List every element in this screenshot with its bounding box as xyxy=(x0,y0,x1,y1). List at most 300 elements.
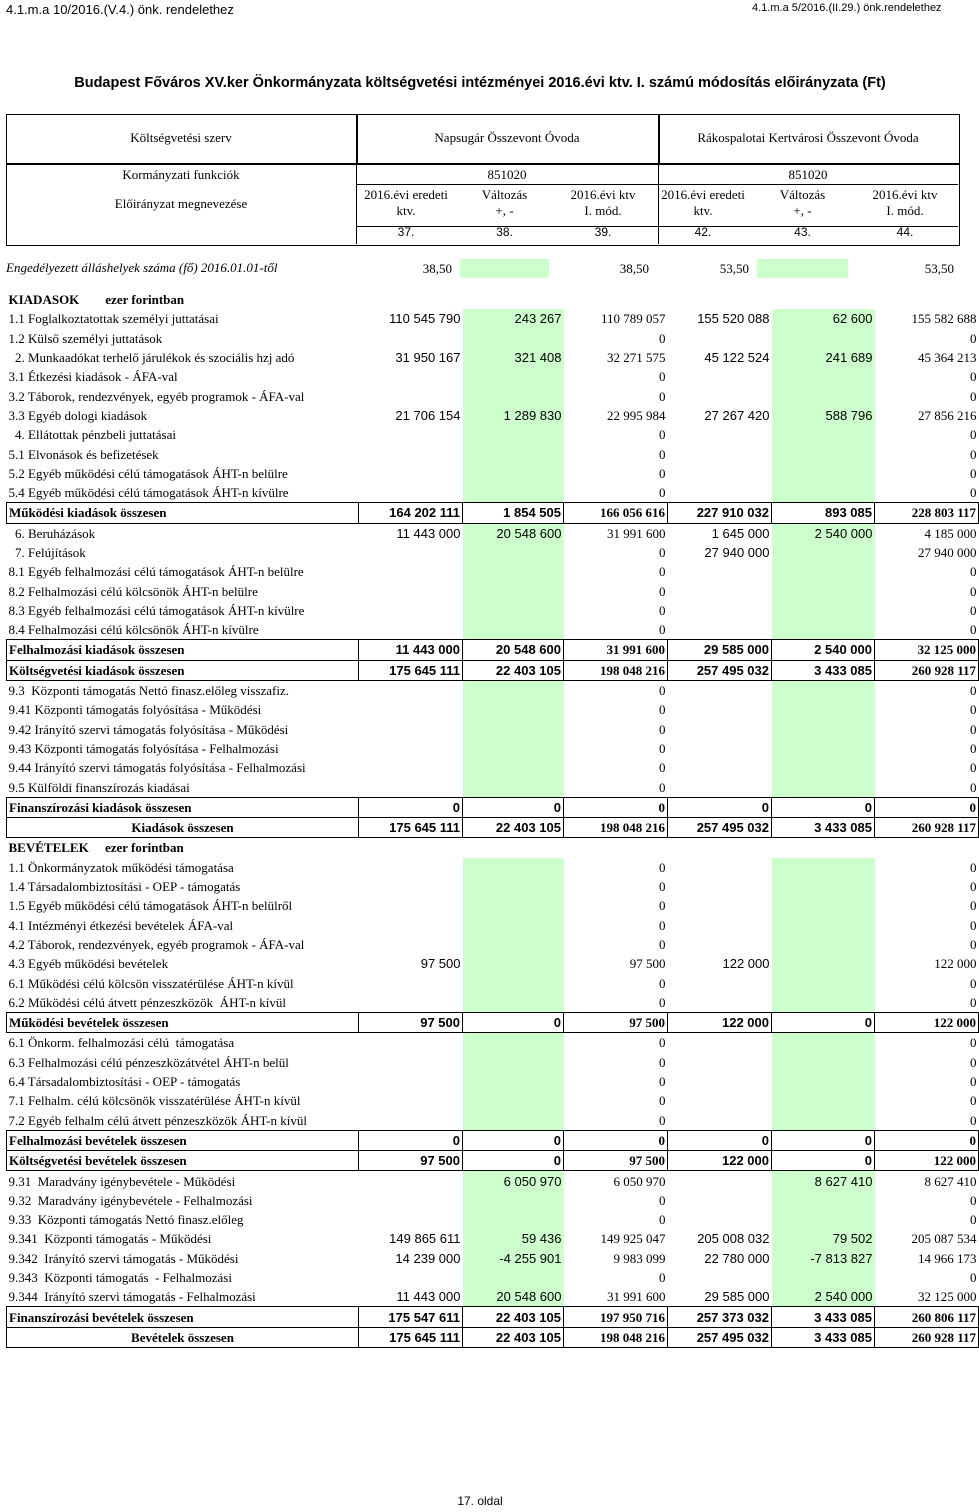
table-row xyxy=(7,1327,979,1347)
table-row xyxy=(7,562,979,581)
cell-col-3 xyxy=(564,838,668,858)
cell-col-2: 321 408 xyxy=(463,348,564,367)
cell-col-6: 0 xyxy=(970,583,977,599)
cell-col-5 xyxy=(772,367,875,386)
row-label: 9.41 Központi támogatás folyósítása - Működési xyxy=(8,702,262,718)
table-row xyxy=(7,1287,979,1307)
cell-col-2 xyxy=(463,562,564,581)
cell-col-2 xyxy=(463,1268,564,1287)
cell-col-3: 97 500 xyxy=(564,1151,668,1171)
cell-col-2 xyxy=(463,1091,564,1110)
cell-col-6: 0 xyxy=(970,427,977,443)
cell-col-1 xyxy=(359,1110,463,1130)
cell-col-4: 29 585 000 xyxy=(668,640,772,660)
table-row xyxy=(7,877,979,896)
column-number: 37. xyxy=(397,225,415,239)
cell-col-6: 8 627 410 xyxy=(924,1173,977,1189)
cell-col-4: 205 008 032 xyxy=(697,1231,770,1247)
cell-col-2 xyxy=(463,700,564,719)
cell-col-3: 0 xyxy=(659,545,666,560)
cell-col-4: 257 495 032 xyxy=(668,1327,772,1347)
table-row xyxy=(7,954,979,973)
cell-col-1: 21 706 154 xyxy=(395,407,461,423)
cell-col-4 xyxy=(668,1110,772,1130)
column-header-line2: I. mód. xyxy=(886,203,924,218)
cell-col-5 xyxy=(772,838,875,858)
cell-col-5 xyxy=(772,562,875,581)
cell-col-1: 97 500 xyxy=(359,1151,463,1171)
cell-col-3: 0 xyxy=(659,427,666,443)
table-row xyxy=(7,425,979,444)
cell-col-2: 22 403 105 xyxy=(463,660,564,680)
table-row xyxy=(7,444,979,463)
cell-col-5 xyxy=(772,1110,875,1130)
cell-col-6: 0 xyxy=(970,936,977,952)
cell-col-5 xyxy=(772,1053,875,1072)
header-right-reference: 4.1.m.a 5/2016.(II.29.) önk.rendelethez xyxy=(752,2,942,14)
cell-col-5: 0 xyxy=(772,1012,875,1032)
table-row xyxy=(7,1033,979,1053)
column-header-line1: Változás xyxy=(779,187,826,202)
cell-col-1 xyxy=(359,720,463,739)
cell-col-1 xyxy=(359,1053,463,1072)
table-row xyxy=(7,739,979,758)
cell-col-2 xyxy=(463,993,564,1013)
org2-name: Rákospalotai Kertvárosi Összevont Óvoda xyxy=(697,130,919,145)
cell-col-3: 0 xyxy=(659,1192,666,1208)
cell-col-4: 122 000 xyxy=(668,1151,772,1171)
cell-col-1 xyxy=(359,1072,463,1091)
cell-col-6: 0 xyxy=(970,369,977,385)
cell-col-6: 0 xyxy=(970,388,977,404)
cell-col-2 xyxy=(463,1210,564,1229)
column-header-line1: Változás xyxy=(481,187,528,202)
table-row xyxy=(7,1053,979,1072)
column-header-line1: 2016.évi ktv xyxy=(872,187,938,202)
row-label: 1.1 Foglalkoztatottak személyi juttatásai xyxy=(8,311,219,327)
row-label: 1.5 Egyéb működési célú támogatások ÁHT-n belülről xyxy=(8,898,293,914)
cell-col-5: 588 796 xyxy=(772,406,875,425)
table-row xyxy=(7,1249,979,1268)
cell-col-2: 0 xyxy=(463,1130,564,1150)
table-row xyxy=(7,1268,979,1287)
cell-col-5: 79 502 xyxy=(772,1229,875,1248)
cell-col-2: 20 548 600 xyxy=(463,1287,564,1307)
cell-col-4: 1 645 000 xyxy=(711,525,770,541)
row-label: 9.31 Maradvány igénybevétele - Működési xyxy=(8,1173,236,1189)
cell-col-4 xyxy=(668,601,772,620)
cell-col-1 xyxy=(359,601,463,620)
row-label: Kiadások összesen xyxy=(7,818,359,838)
cell-col-2 xyxy=(463,543,564,562)
cell-col-3: 0 xyxy=(659,1054,666,1070)
table-row xyxy=(7,348,979,367)
cell-col-5 xyxy=(772,1268,875,1287)
cell-col-5 xyxy=(772,777,875,797)
cell-col-4: 0 xyxy=(668,1130,772,1150)
row-label: 8.4 Felhalmozási célú kölcsönök ÁHT-n kívülre xyxy=(8,622,259,638)
cell-col-5 xyxy=(772,700,875,719)
cell-col-3: 0 xyxy=(659,602,666,618)
row-label: Felhalmozási bevételek összesen xyxy=(7,1130,359,1150)
row-label: 4. Ellátottak pénzbeli juttatásai xyxy=(8,427,177,443)
cell-col-1: 175 645 111 xyxy=(359,818,463,838)
cell-col-4 xyxy=(668,858,772,877)
cell-col-1 xyxy=(359,777,463,797)
cell-col-1 xyxy=(359,367,463,386)
cell-col-4 xyxy=(668,290,772,309)
cell-col-5: 893 085 xyxy=(772,503,875,523)
cell-col-1: 175 547 611 xyxy=(359,1307,463,1327)
cell-col-6: 260 928 117 xyxy=(875,1327,979,1347)
cell-col-2 xyxy=(463,858,564,877)
column-header-2 xyxy=(456,187,553,240)
cell-col-3: 0 xyxy=(659,917,666,933)
cell-col-4 xyxy=(668,680,772,700)
cell-col-3: 0 xyxy=(659,702,666,718)
cell-col-6: 0 xyxy=(970,898,977,914)
cell-col-6: 14 966 173 xyxy=(918,1250,977,1266)
row-label: Működési bevételek összesen xyxy=(7,1012,359,1032)
page-title: Budapest Főváros XV.ker Önkormányzata költségvetési intézményei 2016.évi ktv. I. számú módosítás előirányzata (Ft) xyxy=(74,75,886,91)
cell-col-2 xyxy=(463,973,564,992)
cell-col-4 xyxy=(668,1268,772,1287)
cell-col-3: 149 925 047 xyxy=(600,1231,666,1247)
cell-col-3: 0 xyxy=(659,975,666,991)
page-number: 17. oldal xyxy=(457,1494,503,1508)
column-header-5 xyxy=(753,187,852,240)
cell-col-6: 0 xyxy=(970,1112,977,1128)
cell-col-3: 198 048 216 xyxy=(564,1327,668,1347)
row-label: 9.43 Központi támogatás folyósítása - Felhalmozási xyxy=(8,740,279,756)
cell-col-4 xyxy=(668,1033,772,1053)
cell-col-6: 0 xyxy=(970,446,977,462)
row-label: Finanszírozási kiadások összesen xyxy=(7,797,359,817)
cell-col-1 xyxy=(359,838,463,858)
cell-col-3: 0 xyxy=(659,1074,666,1090)
row-label: 3.2 Táborok, rendezvények, egyéb programok - ÁFA-val xyxy=(8,388,305,404)
row-label: Finanszírozási bevételek összesen xyxy=(7,1307,359,1327)
cell-col-4: 0 xyxy=(668,797,772,817)
table-row xyxy=(7,640,979,660)
cell-col-2: -4 255 901 xyxy=(463,1249,564,1268)
cell-col-6: 0 xyxy=(970,859,977,875)
cell-col-6: 0 xyxy=(970,975,977,991)
column-header-line1: 2016.évi eredeti xyxy=(661,187,745,202)
cell-col-3: 0 xyxy=(564,1130,668,1150)
column-number: 42. xyxy=(694,225,712,239)
cell-col-5 xyxy=(772,601,875,620)
cell-col-5 xyxy=(772,954,875,973)
cell-col-3: 0 xyxy=(659,859,666,875)
table-row xyxy=(7,601,979,620)
cell-col-3: 0 xyxy=(659,879,666,895)
table-row xyxy=(7,543,979,562)
table-row xyxy=(7,1151,979,1171)
cell-col-1: 11 443 000 xyxy=(396,1289,461,1305)
table-row xyxy=(7,503,979,523)
cell-col-4: 122 000 xyxy=(668,1012,772,1032)
cell-col-5 xyxy=(772,290,875,309)
table-row xyxy=(7,523,979,543)
cell-col-1 xyxy=(359,329,463,348)
cell-col-4: 227 910 032 xyxy=(668,503,772,523)
cell-col-1: 11 443 000 xyxy=(396,525,461,541)
cell-col-4: 257 373 032 xyxy=(668,1307,772,1327)
cell-col-2: 1 289 830 xyxy=(463,406,564,425)
cell-col-2 xyxy=(463,581,564,600)
column-number: 43. xyxy=(794,225,811,239)
cell-col-2 xyxy=(463,1053,564,1072)
cell-col-4 xyxy=(668,739,772,758)
cell-col-6: 27 940 000 xyxy=(918,545,977,560)
row-label: 7.1 Felhalm. célú kölcsönök visszatérülése ÁHT-n kívül xyxy=(8,1093,301,1109)
cell-col-6: 260 928 117 xyxy=(875,818,979,838)
cell-col-4 xyxy=(668,896,772,915)
cell-col-1 xyxy=(359,464,463,483)
cell-col-5 xyxy=(772,1072,875,1091)
row-label: Költségvetési bevételek összesen xyxy=(7,1151,359,1171)
row-label: 9.342 Irányító szervi támogatás - Működési xyxy=(8,1250,239,1266)
table-row xyxy=(7,973,979,992)
cell-col-1 xyxy=(359,1171,463,1191)
cell-col-3: 9 983 099 xyxy=(613,1250,666,1266)
megnevezes-label: Előirányzat megnevezése xyxy=(114,196,248,211)
cell-col-2 xyxy=(463,1072,564,1091)
cell-col-2 xyxy=(463,444,564,463)
funkcio-label: Kormányzati funkciók xyxy=(122,167,240,182)
row-label: 5.2 Egyéb működési célú támogatások ÁHT-n belülre xyxy=(8,465,288,481)
row-label: 8.1 Egyéb felhalmozási célú támogatások ÁHT-n belülre xyxy=(8,564,304,580)
cell-col-4 xyxy=(668,838,772,858)
cell-col-3: 0 xyxy=(659,446,666,462)
row-label: 4.1 Intézményi étkezési bevételek ÁFA-val xyxy=(8,917,234,933)
cell-col-4 xyxy=(668,386,772,405)
cell-col-4 xyxy=(668,367,772,386)
cell-col-5 xyxy=(772,483,875,503)
budget-table xyxy=(6,290,979,1348)
szerv-label: Költségvetési szerv xyxy=(130,130,232,145)
column-header-line2: ktv. xyxy=(693,203,713,218)
cell-col-5: -7 813 827 xyxy=(772,1249,875,1268)
cell-col-6: 155 582 688 xyxy=(911,311,977,327)
cell-col-5 xyxy=(772,425,875,444)
cell-col-3: 0 xyxy=(659,485,666,501)
cell-col-4 xyxy=(668,1210,772,1229)
row-label: 5.1 Elvonások és befizetések xyxy=(8,446,159,462)
table-row xyxy=(7,581,979,600)
column-header-1 xyxy=(356,187,456,240)
cell-col-4: 27 940 000 xyxy=(704,545,770,560)
cell-col-2: 0 xyxy=(463,1151,564,1171)
column-header-line2: +, - xyxy=(793,203,812,218)
cell-col-5 xyxy=(772,543,875,562)
funkcio-value-1: 851020 xyxy=(487,167,527,182)
row-label: 6.4 Társadalombiztosítási - OEP - támogatás xyxy=(8,1074,241,1090)
cell-col-2 xyxy=(463,777,564,797)
cell-col-4 xyxy=(668,720,772,739)
row-label: 6.1 Önkorm. felhalmozási célú támogatása xyxy=(8,1035,235,1051)
cell-col-4 xyxy=(668,700,772,719)
cell-col-3: 0 xyxy=(659,1212,666,1228)
row-label: Működési kiadások összesen xyxy=(7,503,359,523)
table-row xyxy=(7,797,979,817)
cell-col-3: 31 991 600 xyxy=(607,525,666,541)
cell-col-1: 175 645 111 xyxy=(359,660,463,680)
cell-col-2 xyxy=(463,290,564,309)
row-label: 4.2 Táborok, rendezvények, egyéb programok - ÁFA-val xyxy=(8,936,305,952)
column-header-line1: 2016.évi eredeti xyxy=(364,187,448,202)
cell-col-2 xyxy=(463,329,564,348)
cell-col-5 xyxy=(772,896,875,915)
cell-col-2 xyxy=(463,838,564,858)
cell-col-5 xyxy=(772,877,875,896)
cell-col-2 xyxy=(463,739,564,758)
cell-col-2: 22 403 105 xyxy=(463,1327,564,1347)
cell-col-3: 0 xyxy=(659,369,666,385)
row-label: 3.3 Egyéb dologi kiadások xyxy=(8,407,148,423)
cell-col-1 xyxy=(359,386,463,405)
row-label: 9.344 Irányító szervi támogatás - Felhalmozási xyxy=(8,1289,256,1305)
cell-col-6: 0 xyxy=(970,1093,977,1109)
cell-col-5 xyxy=(772,620,875,640)
cell-col-5 xyxy=(772,1191,875,1210)
cell-col-6: 0 xyxy=(970,917,977,933)
row-label: 9.5 Külföldi finanszírozás kiadásai xyxy=(8,779,190,795)
table-row xyxy=(7,1012,979,1032)
cell-col-1 xyxy=(359,935,463,954)
cell-col-1 xyxy=(359,916,463,935)
table-row xyxy=(7,620,979,640)
cell-col-5: 3 433 085 xyxy=(772,660,875,680)
cell-col-4 xyxy=(668,758,772,777)
cell-col-5 xyxy=(772,1210,875,1229)
column-header-line2: I. mód. xyxy=(584,203,622,218)
table-row xyxy=(7,993,979,1013)
cell-col-3: 0 xyxy=(659,760,666,776)
cell-col-3: 0 xyxy=(659,740,666,756)
cell-col-1 xyxy=(359,993,463,1013)
row-label: Bevételek összesen xyxy=(7,1327,359,1347)
cell-col-5 xyxy=(772,1091,875,1110)
cell-col-2: 0 xyxy=(463,797,564,817)
cell-col-4: 29 585 000 xyxy=(704,1289,770,1305)
cell-col-2 xyxy=(463,758,564,777)
cell-col-3: 0 xyxy=(659,388,666,404)
table-row xyxy=(7,680,979,700)
cell-col-3: 110 789 057 xyxy=(600,311,666,327)
table-row xyxy=(7,1130,979,1150)
cell-col-2 xyxy=(463,916,564,935)
cell-col-3: 22 995 984 xyxy=(607,407,666,423)
cell-col-4 xyxy=(668,777,772,797)
table-row xyxy=(7,1229,979,1248)
cell-col-5 xyxy=(772,858,875,877)
cell-col-1 xyxy=(359,562,463,581)
row-label: 3.1 Étkezési kiadások - ÁFA-val xyxy=(8,369,178,385)
row-label: 9.44 Irányító szervi támogatás folyósítása - Felhalmozási xyxy=(8,760,306,776)
cell-col-1 xyxy=(359,758,463,777)
cell-col-5: 8 627 410 xyxy=(772,1171,875,1191)
cell-col-1 xyxy=(359,1210,463,1229)
cell-col-3: 0 xyxy=(659,1269,666,1285)
cell-col-2: 1 854 505 xyxy=(463,503,564,523)
cell-col-5: 0 xyxy=(772,1151,875,1171)
cell-col-5: 241 689 xyxy=(772,348,875,367)
row-label: 9.341 Központi támogatás - Működési xyxy=(8,1231,212,1247)
cell-col-1 xyxy=(359,620,463,640)
table-row xyxy=(7,1072,979,1091)
cell-col-3: 31 991 600 xyxy=(564,640,668,660)
cell-col-4: 27 267 420 xyxy=(704,407,770,423)
cell-col-1 xyxy=(359,1268,463,1287)
cell-col-5 xyxy=(772,993,875,1013)
table-row xyxy=(7,1091,979,1110)
engedely-value-6: 53,50 xyxy=(924,261,954,276)
cell-col-6: 260 806 117 xyxy=(875,1307,979,1327)
row-label: 7.2 Egyéb felhalm célú átvett pénzeszközök ÁHT-n kívül xyxy=(8,1112,307,1128)
row-label: 9.343 Központi támogatás - Felhalmozási xyxy=(8,1269,232,1285)
cell-col-2 xyxy=(463,896,564,915)
engedely-value-1: 38,50 xyxy=(422,261,452,276)
cell-col-2 xyxy=(463,367,564,386)
row-label: 9.3 Központi támogatás Nettó finasz.előleg visszafiz. xyxy=(8,683,290,699)
row-label: 1.2 Külső személyi juttatások xyxy=(8,330,163,346)
cell-col-3: 0 xyxy=(659,465,666,481)
cell-col-2: 59 436 xyxy=(463,1229,564,1248)
engedely-value-5 xyxy=(757,259,848,278)
cell-col-1: 97 500 xyxy=(359,1012,463,1032)
table-row xyxy=(7,896,979,915)
cell-col-3: 6 050 970 xyxy=(613,1173,666,1189)
cell-col-1 xyxy=(359,1191,463,1210)
cell-col-4: 155 520 088 xyxy=(697,311,770,327)
table-row xyxy=(7,1307,979,1327)
cell-col-6: 0 xyxy=(970,879,977,895)
cell-col-1 xyxy=(359,739,463,758)
cell-col-2 xyxy=(463,464,564,483)
cell-col-2: 20 548 600 xyxy=(463,523,564,543)
cell-col-1 xyxy=(359,444,463,463)
column-number: 38. xyxy=(496,225,513,239)
funkcio-rule xyxy=(356,184,958,185)
cell-col-5 xyxy=(772,1033,875,1053)
cell-col-6: 122 000 xyxy=(875,1151,979,1171)
column-header-line2: ktv. xyxy=(396,203,416,218)
cell-col-3: 0 xyxy=(564,797,668,817)
row-label: Felhalmozási kiadások összesen xyxy=(7,640,359,660)
table-row xyxy=(7,1171,979,1191)
cell-col-2: 22 403 105 xyxy=(463,818,564,838)
cell-col-5: 3 433 085 xyxy=(772,818,875,838)
cell-col-2 xyxy=(463,720,564,739)
cell-col-4 xyxy=(668,973,772,992)
cell-col-5: 62 600 xyxy=(772,309,875,328)
row-label: 4.3 Egyéb működési bevételek xyxy=(8,956,169,972)
cell-col-1: 110 545 790 xyxy=(389,311,461,327)
table-row xyxy=(7,720,979,739)
cell-col-3: 0 xyxy=(659,721,666,737)
engedely-value-3: 38,50 xyxy=(619,261,649,276)
cell-col-6: 0 xyxy=(970,702,977,718)
cell-col-6: 0 xyxy=(970,465,977,481)
table-row xyxy=(7,1110,979,1130)
cell-col-5 xyxy=(772,464,875,483)
table-row xyxy=(7,309,979,328)
cell-col-1: 0 xyxy=(359,797,463,817)
table-row xyxy=(7,838,979,858)
cell-col-3: 198 048 216 xyxy=(564,660,668,680)
